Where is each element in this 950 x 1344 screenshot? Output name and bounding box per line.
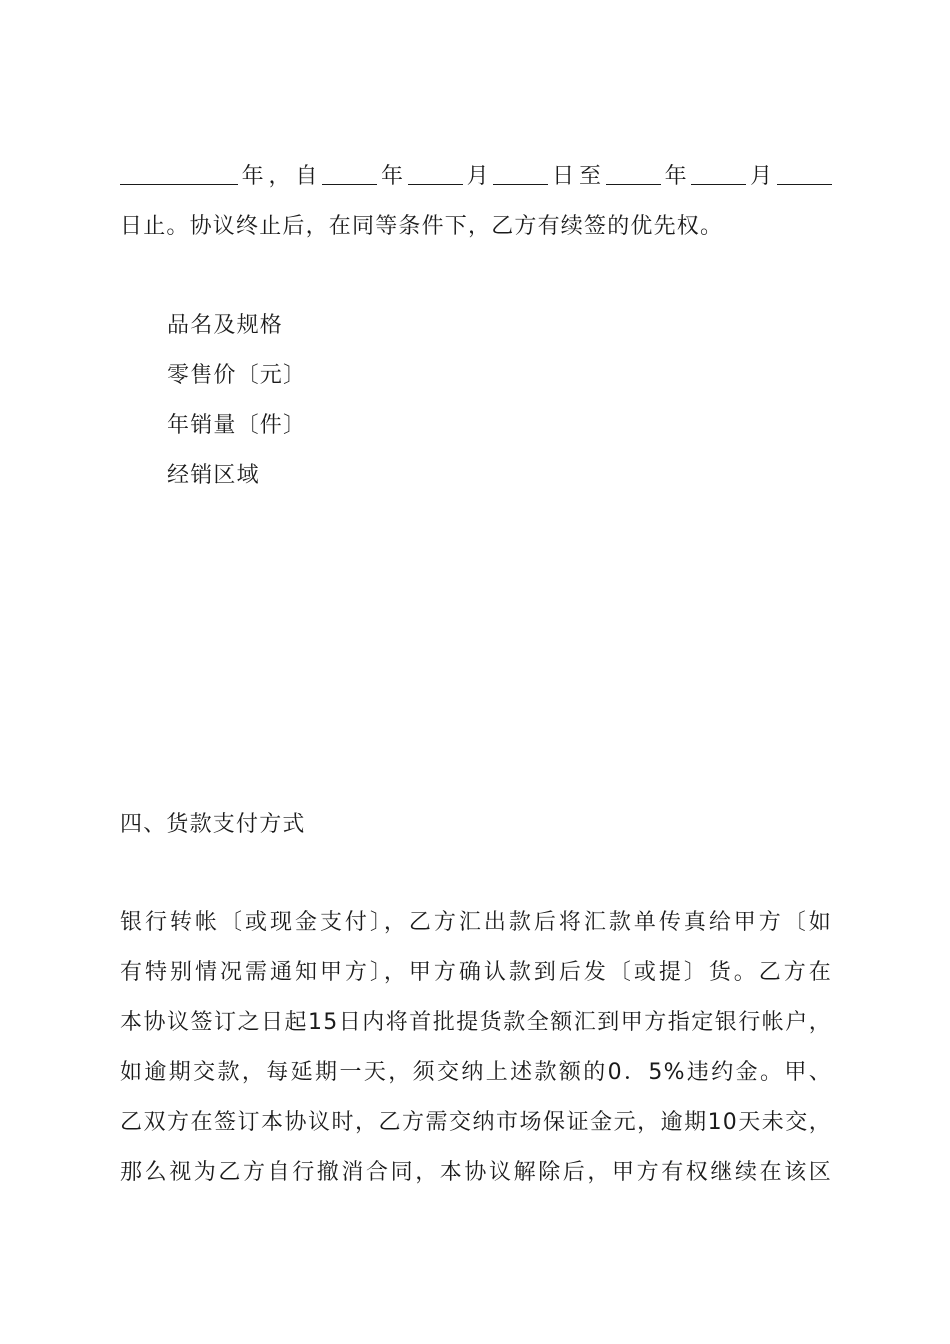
- section-4-line-6: 那么视为乙方自行撤消合同，本协议解除后，甲方有权继续在该区: [120, 1160, 832, 1185]
- table-header-retail-price: 零售价〔元〕: [167, 363, 307, 388]
- blank-start-month: [408, 164, 463, 185]
- renewal-priority-text: 日止。协议终止后，在同等条件下，乙方有续签的优先权。: [120, 214, 724, 239]
- agreement-period-line: 年，自 年 月 日至 年 月: [120, 162, 832, 192]
- blank-end-month: [691, 164, 746, 185]
- section-4-line-1: 银行转帐〔或现金支付〕，乙方汇出款后将汇款单传真给甲方〔如: [120, 910, 832, 935]
- blank-years: [120, 164, 238, 185]
- table-header-product: 品名及规格: [167, 313, 284, 338]
- section-4-line-4: 如逾期交款，每延期一天，须交纳上述款额的0．5%违约金。甲、: [120, 1060, 832, 1085]
- blank-start-year: [322, 164, 377, 185]
- section-4-title: 四、货款支付方式: [120, 812, 306, 837]
- blank-end-day: [777, 164, 832, 185]
- table-header-sales-region: 经销区域: [167, 463, 260, 488]
- blank-end-year: [606, 164, 661, 185]
- blank-start-day: [493, 164, 548, 185]
- section-4-line-2: 有特别情况需通知甲方〕，甲方确认款到后发〔或提〕货。乙方在: [120, 960, 832, 985]
- table-header-annual-sales: 年销量〔件〕: [167, 413, 307, 438]
- section-4-line-5: 乙双方在签订本协议时，乙方需交纳市场保证金元，逾期10天未交，: [120, 1110, 832, 1135]
- section-4-line-3: 本协议签订之日起15日内将首批提货款全额汇到甲方指定银行帐户，: [120, 1010, 832, 1035]
